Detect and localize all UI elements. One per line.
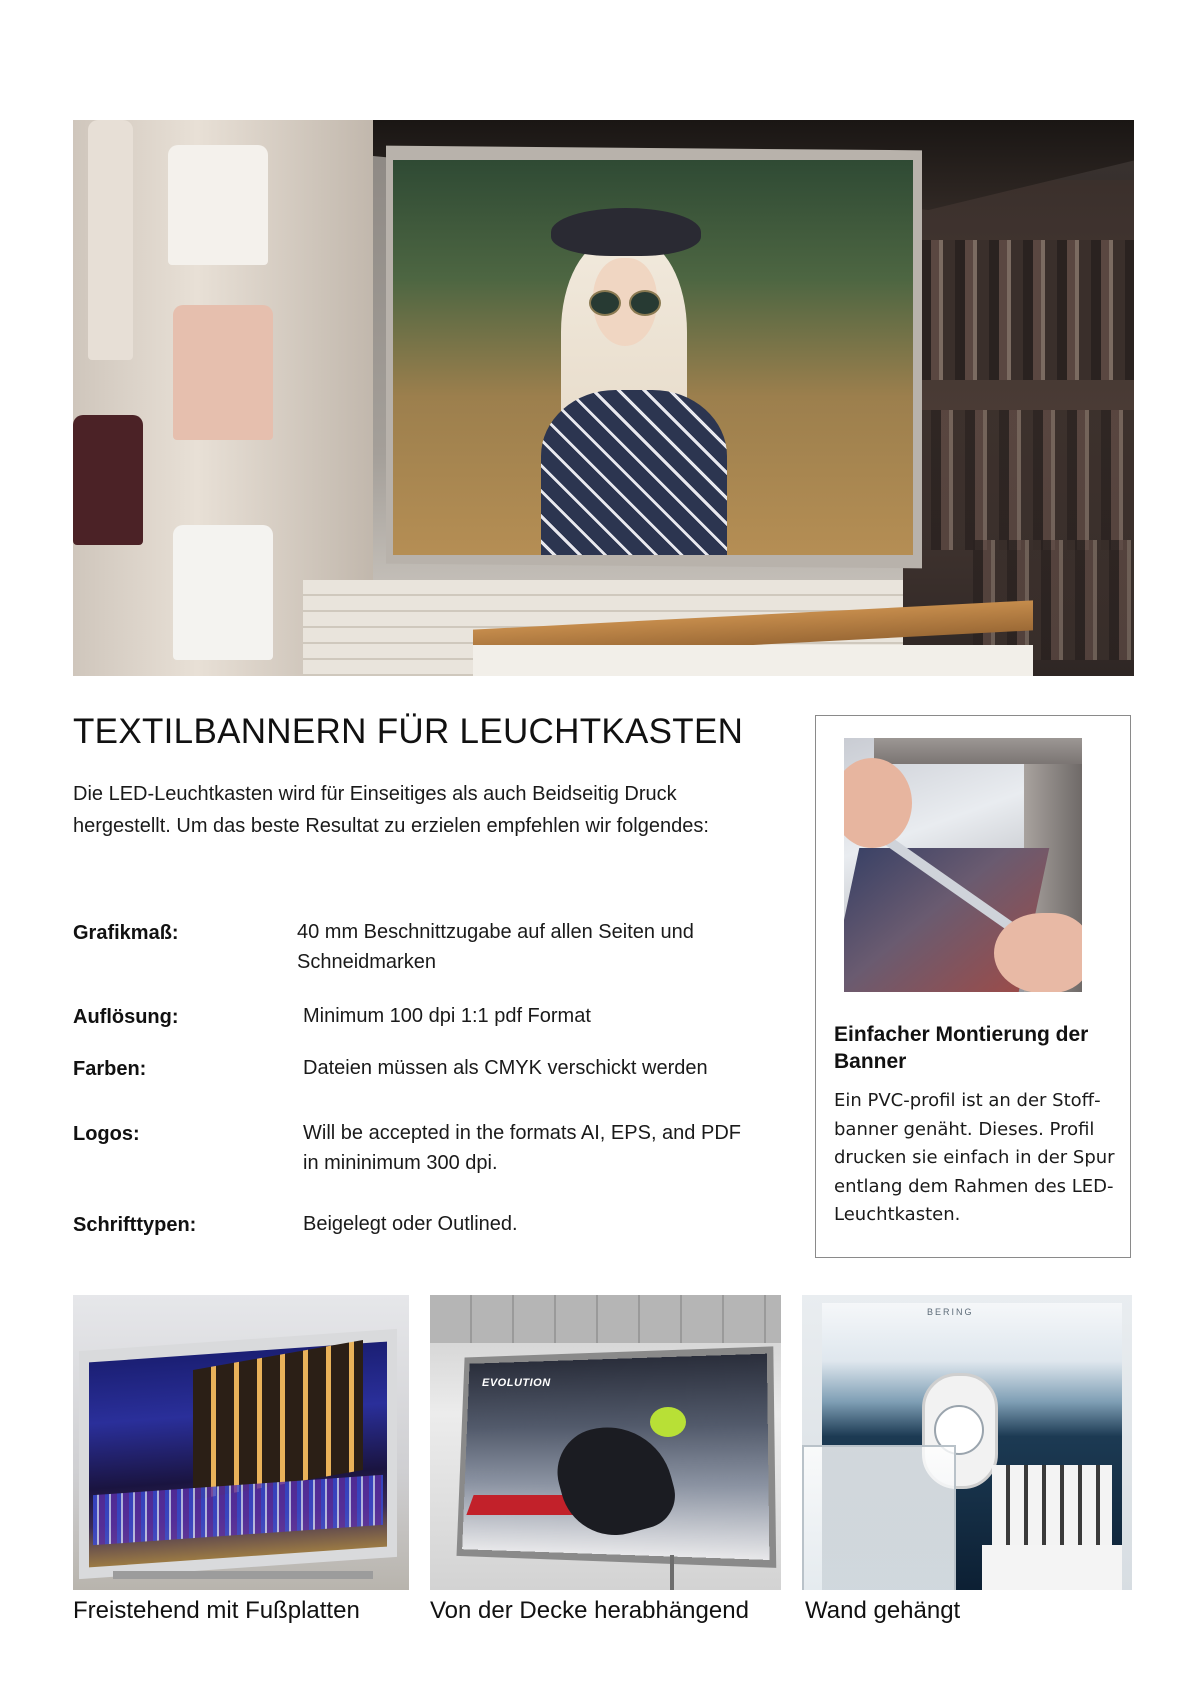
- caption-hanging: Von der Decke herabhängend: [430, 1597, 749, 1624]
- display-stand: [982, 1545, 1122, 1590]
- spec-label-aufloesung: Auflösung:: [73, 1006, 179, 1028]
- hero-counter-front: [473, 645, 1033, 676]
- hero-model-sunglasses: [589, 290, 661, 312]
- athlete-helmet: [650, 1407, 686, 1437]
- hero-shirt: [73, 415, 143, 545]
- support-pole: [670, 1555, 674, 1590]
- ceiling-panels: [430, 1295, 781, 1343]
- hand: [994, 913, 1082, 992]
- caption-wall: Wand gehängt: [805, 1597, 961, 1624]
- spec-value-grafikmass: 40 mm Beschnittzugabe auf allen Seiten und Schneidmarken: [297, 921, 694, 973]
- wall-lightbox-photo: [802, 1295, 1132, 1590]
- hero-model-blouse: [541, 390, 727, 555]
- lightbox-frame-top: [874, 738, 1082, 764]
- intro-paragraph: Die LED-Leuchtkasten wird für Einseitiges als auch Beidseitig Druck hergestellt. Um das beste Resultat zu erzielen empfehlen wir folgendes:: [73, 783, 709, 837]
- hero-model-hat: [551, 208, 701, 256]
- spec-label-logos: Logos:: [73, 1123, 140, 1145]
- hand: [844, 758, 912, 848]
- hero-store-photo: [73, 120, 1134, 676]
- brand-logo: EVOLUTION: [482, 1377, 551, 1389]
- hero-clothing-rack: [973, 540, 1134, 660]
- spec-label-grafikmass: Grafikmaß:: [73, 922, 179, 944]
- spec-value-logos: Will be accepted in the formats AI, EPS, and PDF in mininimum 300 dpi.: [303, 1122, 741, 1174]
- hero-shirt: [173, 525, 273, 660]
- hero-shirt: [168, 145, 268, 265]
- hero-shirt: [173, 305, 273, 440]
- hero-mannequin: [88, 120, 133, 360]
- spec-label-farben: Farben:: [73, 1058, 147, 1080]
- freestanding-lightbox-photo: [73, 1295, 409, 1590]
- caption-freestanding: Freistehend mit Fußplatten: [73, 1597, 360, 1624]
- watch-display: [992, 1465, 1112, 1555]
- hanging-lightbox-photo: [430, 1295, 781, 1590]
- spec-value-farben: Dateien müssen als CMYK verschickt werden: [303, 1057, 708, 1079]
- spec-value-schrifttypen: Beigelegt oder Outlined.: [303, 1213, 518, 1235]
- mounting-photo: [844, 738, 1082, 992]
- glass-vitrine: [802, 1445, 956, 1590]
- spec-value-aufloesung: Minimum 100 dpi 1:1 pdf Format: [303, 1005, 591, 1027]
- base-plates: [113, 1571, 373, 1579]
- mounting-heading: Einfacher Montierung der Banner: [834, 1023, 1089, 1073]
- spec-label-schrifttypen: Schrifttypen:: [73, 1214, 197, 1236]
- page-title: TEXTILBANNERN FÜR LEUCHTKASTEN: [73, 712, 744, 751]
- brand-logo: BERING: [927, 1307, 974, 1317]
- mounting-text: Ein PVC-profil ist an der Stoff-banner genäht. Dieses. Profil drucken sie einfach in der Spur entlang dem Rahmen des LED-Leuchtkasten.: [834, 1090, 1115, 1225]
